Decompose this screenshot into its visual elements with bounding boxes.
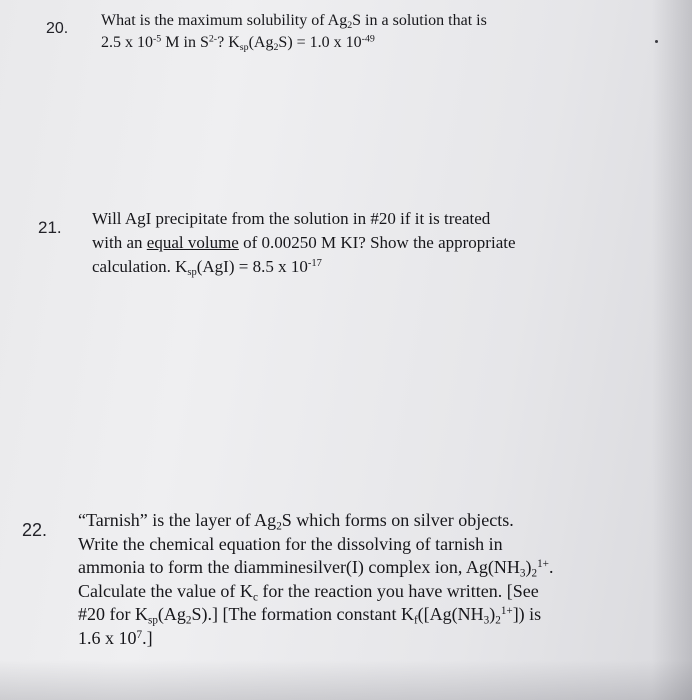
question-22-number: 22. xyxy=(22,520,48,540)
question-22-line-5 xyxy=(78,603,553,627)
q22-line6-text: 1.6 x 10 xyxy=(78,627,137,648)
q20-line2-text: 2.5 x 10 xyxy=(101,34,153,51)
q22-line5-text: (Ag xyxy=(157,604,186,625)
page-shadow-bottom xyxy=(0,660,692,700)
q20-subscript: sp xyxy=(239,41,249,53)
q22-subscript: 2 xyxy=(276,520,282,533)
q22-subscript: 3 xyxy=(519,567,526,580)
question-21-text xyxy=(92,207,516,279)
q20-line2-text: ? K xyxy=(217,34,240,51)
q22-line1-text: S which forms on silver objects. xyxy=(281,510,514,530)
q20-line2-text: M in S xyxy=(161,34,209,51)
question-21-line-1: Will AgI precipitate from the solution in #20 if it is treated xyxy=(92,209,491,228)
q22-line3-text: ammonia to form the diamminesilver(I) complex ion, Ag(NH xyxy=(78,557,520,578)
question-22-text xyxy=(78,509,553,651)
q21-line3-text: (AgI) = 8.5 x 10 xyxy=(196,257,308,276)
q22-subscript: f xyxy=(413,614,418,627)
q20-line2-text: (Ag xyxy=(248,34,274,51)
question-22-line-3 xyxy=(78,556,553,580)
q22-line4-text: for the reaction you have written. [See xyxy=(257,580,539,601)
q20-line1-text: What is the maximum solubility of Ag xyxy=(101,12,348,29)
q21-underlined-text: equal volume xyxy=(146,233,239,252)
question-22-line-4 xyxy=(78,580,553,604)
q22-line6-text: .] xyxy=(142,627,153,648)
q22-line1-text: “Tarnish” is the layer of Ag xyxy=(78,510,277,530)
q20-exponent: -49 xyxy=(361,33,375,45)
q22-charge: 1+ xyxy=(500,605,513,618)
q22-line5-text: #20 for K xyxy=(78,604,148,625)
q20-line2-text: S) = 1.0 x 10 xyxy=(278,34,362,51)
q22-charge: 1+ xyxy=(537,558,549,571)
question-20-number: 20. xyxy=(46,20,69,37)
q21-line2-text: with an xyxy=(92,233,147,252)
q22-subscript: 2 xyxy=(495,614,501,627)
question-20-line-2 xyxy=(101,32,487,54)
question-22-line-2: Write the chemical equation for the dissolving of tarnish in xyxy=(78,533,503,554)
q21-line2-text: of 0.00250 M KI? Show the appropriate xyxy=(238,233,516,252)
question-20-text xyxy=(101,10,487,54)
q22-subscript: 3 xyxy=(483,614,490,627)
question-22-line-6 xyxy=(78,627,553,651)
question-21-number: 21. xyxy=(38,218,62,237)
q22-subscript: c xyxy=(252,591,258,604)
q22-line5-text: ]) is xyxy=(512,604,542,625)
question-22-line-1 xyxy=(78,509,553,533)
q20-subscript: 2 xyxy=(347,19,353,31)
q20-exponent: -5 xyxy=(153,33,162,45)
q22-line5-text: S).] [The formation constant K xyxy=(191,604,414,625)
q22-line5-text: ([Ag(NH xyxy=(417,604,484,625)
q22-line5-text: ) xyxy=(489,604,496,625)
q20-charge: 2- xyxy=(208,33,218,45)
q22-exponent: 7 xyxy=(136,628,143,641)
question-20-line-1 xyxy=(101,10,487,32)
question-21-line-2 xyxy=(92,231,516,255)
q22-line4-text: Calculate the value of K xyxy=(78,580,253,601)
q22-subscript: 2 xyxy=(531,567,538,580)
q22-subscript: 2 xyxy=(185,614,192,627)
q22-line3-text: . xyxy=(548,557,554,578)
q21-subscript: sp xyxy=(187,267,197,279)
q20-subscript: 2 xyxy=(273,41,279,53)
q22-line3-text: ) xyxy=(525,557,532,578)
question-21-line-3 xyxy=(92,255,516,279)
q21-exponent: -17 xyxy=(307,258,322,270)
page-shadow-right xyxy=(652,0,692,700)
q20-line1-end: S in a solution that is xyxy=(352,12,487,29)
q21-line3-text: calculation. K xyxy=(92,257,188,276)
q22-subscript: sp xyxy=(148,614,158,627)
